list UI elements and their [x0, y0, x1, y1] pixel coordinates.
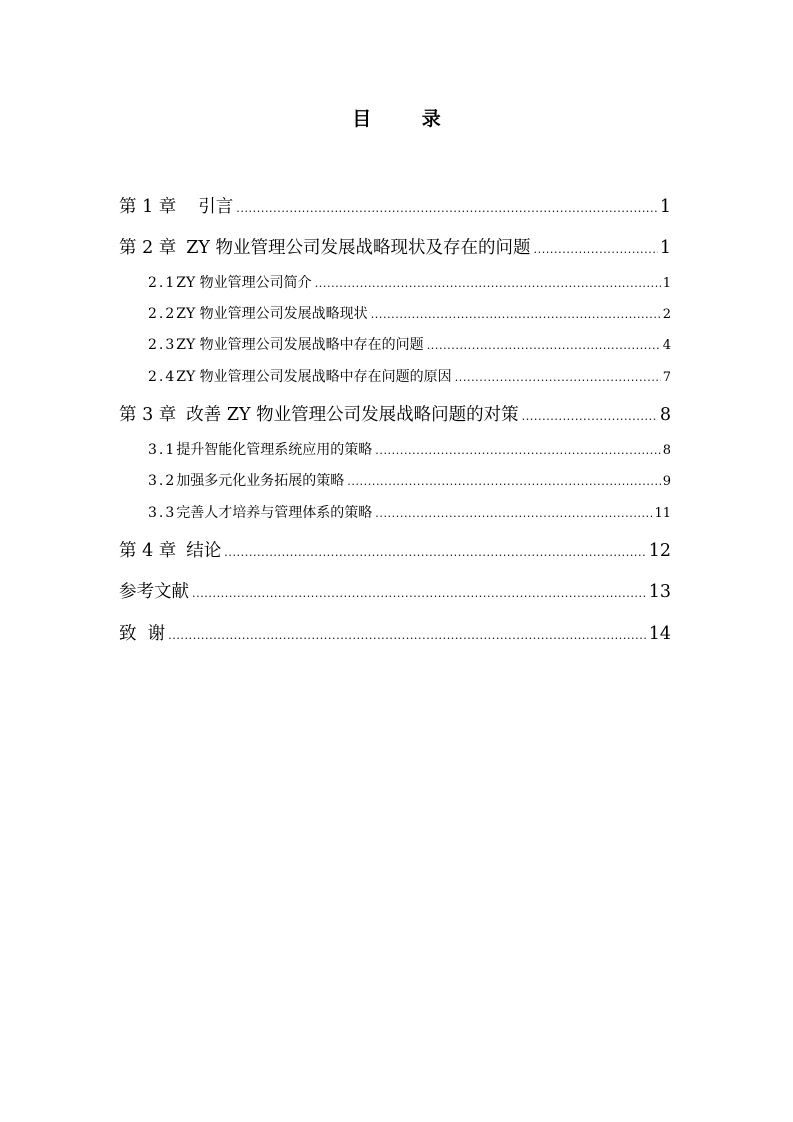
dot-leader — [371, 309, 661, 320]
toc-entry-number: 第 2 章 — [119, 238, 177, 258]
toc-entry-label: 结论 — [186, 541, 222, 561]
dot-leader — [455, 372, 661, 383]
toc-entry-section-2-4[interactable] — [148, 366, 671, 386]
dot-leader — [534, 244, 658, 255]
toc-entry-page: 8 — [659, 405, 671, 425]
toc-entry-label: 改善 ZY 物业管理公司发展战略问题的对策 — [186, 405, 519, 425]
dot-leader — [168, 630, 647, 641]
toc-entry-number: 第 1 章 — [119, 197, 177, 217]
toc-entry-chapter-1[interactable] — [119, 193, 671, 218]
toc-entry-label: 提升智能化管理系统应用的策略 — [176, 442, 373, 458]
toc-entry-chapter-4[interactable] — [119, 537, 671, 562]
toc-entry-page: 1 — [662, 276, 671, 291]
toc-entry-label: 参考文献 — [119, 582, 189, 602]
page-title: 目 录 — [352, 108, 463, 130]
toc-entry-label: 致 谢 — [119, 624, 166, 644]
toc-entry-page: 4 — [662, 338, 671, 353]
toc-entry-section-3-1[interactable] — [148, 439, 671, 459]
toc-entry-chapter-2[interactable] — [119, 234, 671, 259]
toc-entry-label: ZY 物业管理公司发展战略中存在的问题 — [176, 337, 424, 353]
toc-entry-number: 2.3 — [148, 337, 177, 353]
toc-entry-section-2-2[interactable] — [148, 303, 671, 323]
toc-entry-acknowledgements[interactable] — [119, 620, 671, 645]
toc-entry-page: 1 — [659, 238, 671, 258]
toc-entry-label: ZY 物业管理公司发展战略现状 — [176, 306, 368, 322]
toc-entry-page: 11 — [654, 506, 671, 521]
toc-entry-page: 8 — [662, 443, 671, 458]
dot-leader — [427, 340, 661, 351]
toc-entry-references[interactable] — [119, 578, 671, 603]
toc-entry-page: 9 — [662, 474, 671, 489]
toc-entry-label: 加强多元化业务拓展的策略 — [176, 473, 345, 489]
toc-entry-page: 14 — [648, 624, 671, 644]
toc-entry-page: 12 — [648, 541, 671, 561]
toc-entry-section-3-2[interactable] — [148, 470, 671, 490]
toc-entry-label: ZY 物业管理公司发展战略中存在问题的原因 — [176, 369, 452, 385]
toc-entry-number: 3.2 — [148, 473, 177, 489]
toc-entry-page: 2 — [662, 307, 671, 322]
toc-entry-label: 引言 — [198, 197, 234, 217]
toc-entry-page: 1 — [659, 197, 671, 217]
toc-entry-section-3-3[interactable] — [148, 502, 671, 522]
dot-leader — [224, 547, 646, 558]
toc-entry-number: 2.2 — [148, 306, 177, 322]
toc-entry-number: 第 3 章 — [119, 405, 177, 425]
toc-entry-chapter-3[interactable] — [119, 401, 671, 426]
toc-entry-number: 第 4 章 — [119, 541, 177, 561]
dot-leader — [315, 278, 661, 289]
toc-entry-label: 完善人才培养与管理体系的策略 — [176, 505, 373, 521]
toc-entry-number: 3.3 — [148, 505, 177, 521]
toc-entry-page: 7 — [662, 370, 671, 385]
dot-leader — [347, 476, 660, 487]
dot-leader — [236, 203, 658, 214]
toc-entry-page: 13 — [648, 582, 671, 602]
dot-leader — [375, 508, 652, 519]
toc-entry-number: 3.1 — [148, 442, 177, 458]
dot-leader — [192, 588, 647, 599]
dot-leader — [522, 411, 658, 422]
toc-entry-section-2-1[interactable] — [148, 272, 671, 292]
toc-entry-label: ZY 物业管理公司发展战略现状及存在的问题 — [186, 238, 531, 258]
toc-entry-number: 2.4 — [148, 369, 177, 385]
toc-entry-number: 2.1 — [148, 275, 177, 291]
toc-entry-section-2-3[interactable] — [148, 334, 671, 354]
toc-entry-label: ZY 物业管理公司简介 — [176, 275, 312, 291]
dot-leader — [375, 445, 660, 456]
